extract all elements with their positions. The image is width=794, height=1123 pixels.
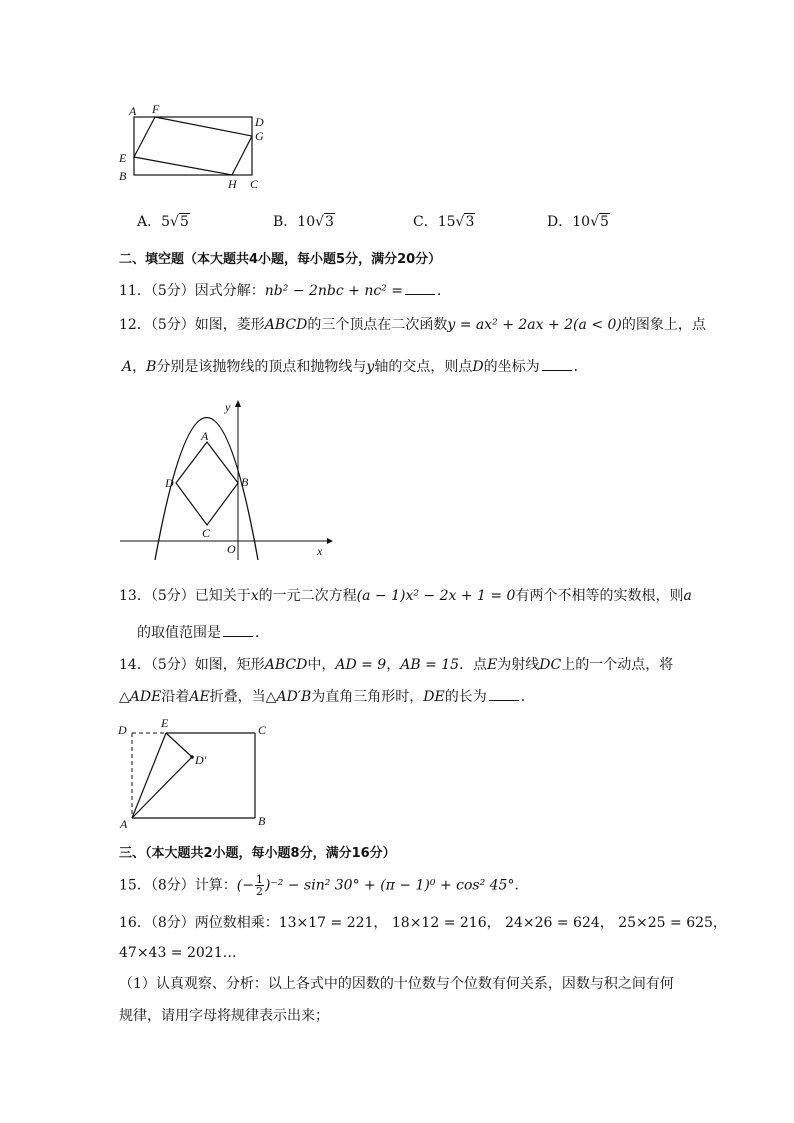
label-x: x <box>317 544 323 558</box>
label-G: G <box>255 129 264 143</box>
label-H: H <box>228 177 237 191</box>
option-d[interactable]: D．10√5 <box>547 214 609 230</box>
label-E: E <box>119 151 127 165</box>
q16-line1: 16．（8分）两位数相乘：13×17 = 221， 18×12 = 216， 24×26 = 624， 25×25 = 625， <box>119 915 727 931</box>
q15: 15．（8分）计算：(− $\frac{1}{2}$ )⁻² − sin² 30° + (π − 1)⁰ + cos² 45°． <box>119 873 529 898</box>
label-C: C <box>202 526 211 540</box>
q16-line2: 47×43 = 2021… <box>119 945 237 961</box>
figure-rectangle-efgh <box>112 100 282 195</box>
q11-expr: nb² − 2nbc + nc² = <box>264 283 403 299</box>
edge-ad-prime <box>132 757 192 818</box>
label-A: A <box>129 104 137 118</box>
q16-line4: 规律，请用字母将规律表示出来； <box>119 1008 329 1024</box>
label-D: D <box>165 476 174 490</box>
label-B: B <box>258 814 266 828</box>
q11-suffix: ． <box>436 283 451 299</box>
q13-line2: 的取值范围是 ． <box>137 622 269 643</box>
label-E: E <box>161 716 169 730</box>
label-B: B <box>241 475 249 489</box>
label-D: D <box>118 723 127 737</box>
label-C: C <box>250 177 259 191</box>
q12-line2: A，B分别是该抛物线的顶点和抛物线与y轴的交点，则点D的坐标为 ． <box>122 356 588 377</box>
figure-parabola-rhombus <box>115 395 340 565</box>
parallelogram-efgh <box>134 117 252 175</box>
option-b[interactable]: B．10√3 <box>273 214 334 230</box>
y-axis-arrow <box>235 400 241 407</box>
label-D: D <box>255 115 264 129</box>
q14-blank[interactable] <box>489 686 519 701</box>
section3-heading: 三、（本大题共2小题，每小题8分，满分16分） <box>119 846 396 861</box>
q16-line3: （1）认真观察、分析：以上各式中的因数的十位数与个位数有何关系，因数与积之间有何 <box>119 976 674 992</box>
label-B: B <box>119 169 127 183</box>
q13-blank[interactable] <box>223 622 253 637</box>
label-F: F <box>152 102 160 116</box>
figure-rectangle-fold <box>112 712 277 832</box>
rectangle-abcd <box>134 117 252 175</box>
label-A: A <box>201 429 209 443</box>
q11 <box>119 280 451 301</box>
q11-prefix: 11．（5分）因式分解： <box>119 283 265 299</box>
section2-heading: 二、填空题（本大题共4小题，每小题5分，满分20分） <box>119 252 442 267</box>
x-axis-arrow <box>327 538 333 544</box>
option-a[interactable]: A．5√5 <box>137 214 189 230</box>
label-D-prime: D′ <box>195 753 207 767</box>
q14-line1: 14．（5分）如图，矩形ABCD中，AD = 9，AB = 15．点E为射线DC上的一个动点，将 <box>119 657 674 673</box>
label-A: A <box>120 817 128 831</box>
edge-ed-prime <box>166 733 192 757</box>
option-c[interactable]: C．15√3 <box>413 214 475 230</box>
rhombus-abcd <box>176 442 238 525</box>
q12-line1: 12．（5分）如图，菱形ABCD的三个顶点在二次函数y = ax² + 2ax + 2(a < 0)的图象上，点 <box>119 317 706 333</box>
q10-options <box>137 212 637 234</box>
q12-blank[interactable] <box>542 356 572 371</box>
q14-line2: △ADE沿着AE折叠，当△AD′B为直角三角形时，DE的长为 ． <box>119 686 535 707</box>
label-O: O <box>227 542 236 556</box>
edge-ae <box>132 733 166 818</box>
label-C: C <box>258 723 267 737</box>
point-d-prime <box>190 755 194 759</box>
q13-line1: 13．（5分）已知关于x的一元二次方程(a − 1)x² − 2x + 1 = 0有两个不相等的实数根，则a <box>119 588 692 604</box>
label-y: y <box>225 400 231 414</box>
q11-blank[interactable] <box>405 280 435 295</box>
